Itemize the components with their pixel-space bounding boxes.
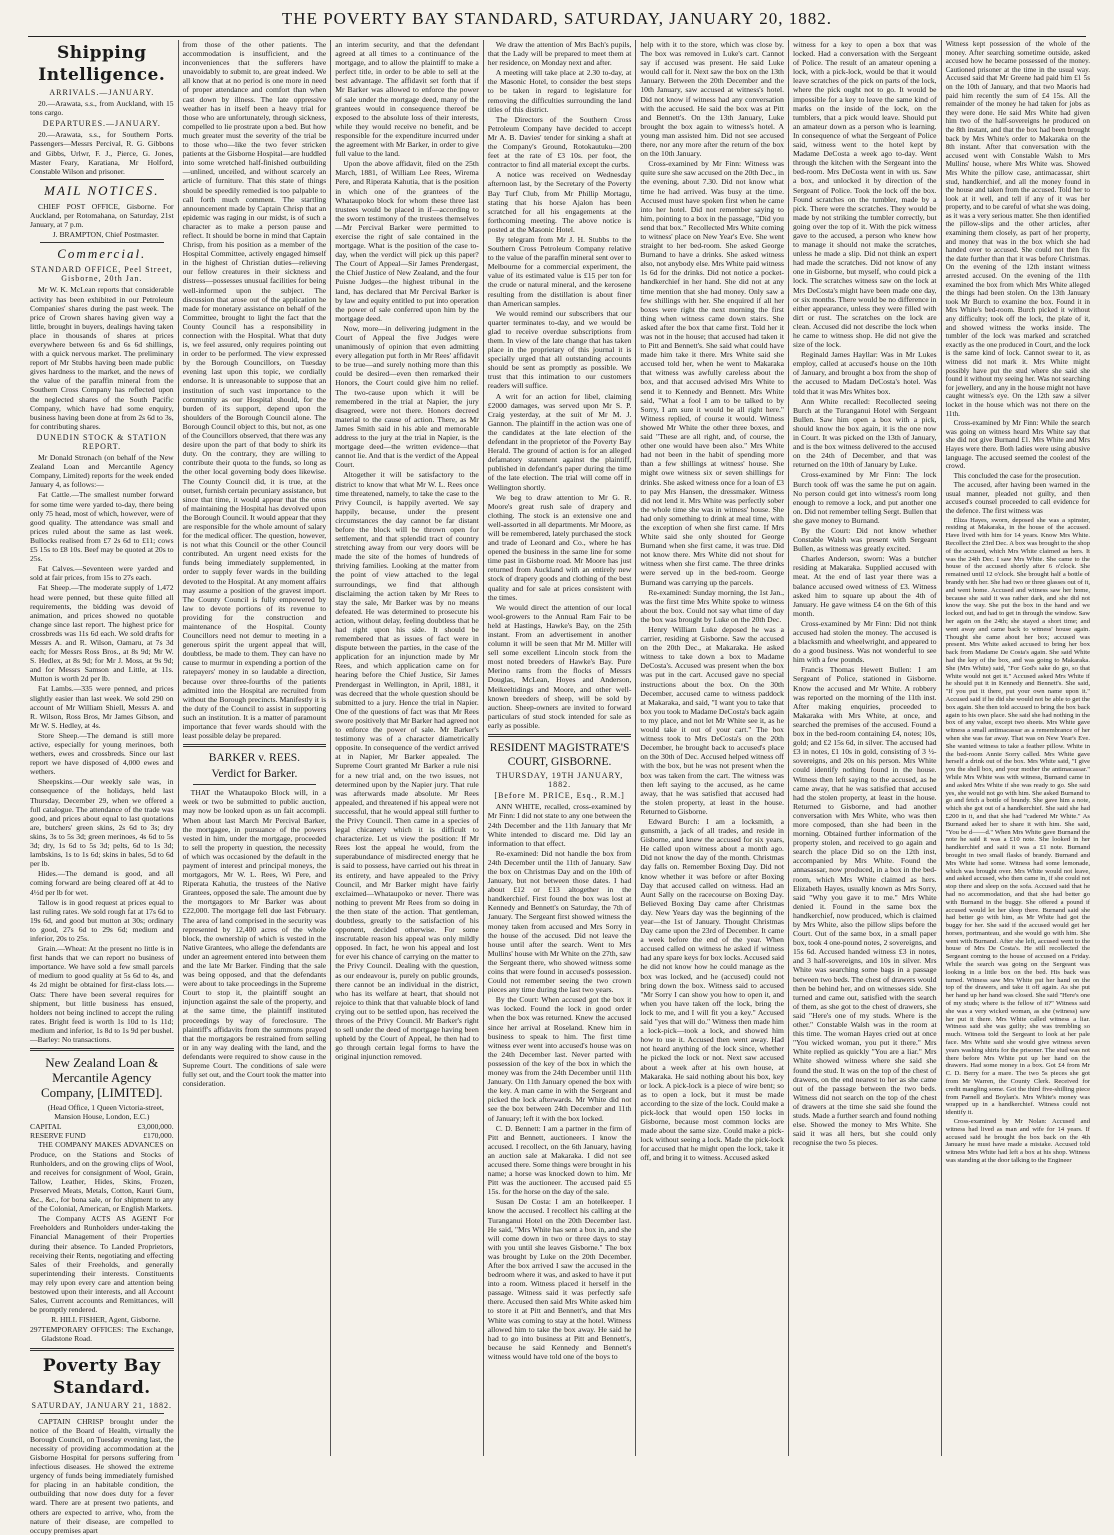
commercial-header: STANDARD OFFICE, Peel Street, Gisborne, 20th Jan.: [30, 265, 173, 284]
court-paragraph: Henry William Luke deposed he was a carrier, residing at Gisborne. Saw the accused on the 20th Dec., at Makaraka. He asked witness to take down a box to Madame DeCosta's. Accused was present when the box was put in the cart. Accused gave no special instructions about the box. On the 30th December, accused came to witness paddock at Makaraka, and said, "I want you to take that box you took to Madame DeCosta's back again to my place, and not let Mr White see it, as he would take it out of your cart." The box witness took to Mrs DeCosta's on the 20th December, he brought back to accused's place on the 30th of Dec. Accused helped witness off with the box, but he was not present when the box was taken from the cart. The witness was then left saying to the accused, as he came away, that he was satisfied that accused had the stolen property, at least in the house. Returned to Gisborne.: [640, 625, 784, 816]
ad-number: 297: [30, 1325, 42, 1335]
fat-calves-text: Fat Calves.—Seventeen were yarded and sold at fair prices, from 15s to 27s each.: [30, 564, 174, 583]
court-paragraph: Ann White recalled: Recollected seeing Burch at the Turanganui Hotel with Sergeant Bullen. Saw him open a box with a pick, should know the box again, it is the one now in Court. It was picked on the 13th of January, and is the box witness delivered to the accused on the 24th of December, and that was returned on the 10th of January by Luke.: [792, 396, 937, 470]
divider: [183, 744, 327, 747]
local-news-item: The Directors of the Southern Cross Petroleum Company have decided to accept Mr A. B. Davies' tender for sinking a shaft at the Company's Ground, Rotokautuku—200 feet at the rate of £3 10s. per foot, the contractor to find all material except the curbs.: [487, 114, 632, 170]
shipping-title: Shipping Intelligence.: [38, 43, 166, 85]
court-paragraph: Witness kept possession of the whole of the money. After searching sometime outside, asked accused how he became possessed of the money. Cautioned prisoner at the time in the usual way. Accused said that Mr Greene had paid him £1 5s on the 10th of January, and that two Maoris had paid him recently the sum of £4 15s. All the remainder of the money he had taken for jobs as they were done. He said Mrs White had given him two of the half-sovereigns he produced on the 8th instant, and that the box had been brought back by Mrs White's order to Makaraka on the 8th instant. After that conversation with the accused went with Constable Walsh to Mrs Mullins' house, where Mrs White was. Showed Mrs White the pillow case, antimacassar, shirt stud, handkerchief, and all the money found in the house and taken from the accused. Told her to look at it well, and tell if any of it was her property, and to be careful of what she was doing, as it was a very serious matter. She then identified the pillow-slips and the other articles, after examining them closely, as part of her property, and money that was in the box which she had handed over to accused. She could not then fix the date further than that it was before Christmas. On the evening of the 12th instant witness arrested accused. On the evening of the 11th examined the box from which Mrs White alleged the things had been stolen. On the 13th January took Mr Burch to examine the box. Found it in Mrs White's bed-room. Burch picked it without any difficulty; took off the lock, the plate of it, and showed witness the works inside. The tumbler of the lock was marked and scratched exactly as the one produced in Court, and the lock is the same kind of lock. Cannot swear to it, as witness did not mark it. Mrs White might possibly have put the stud where she said she found it without my seeing her. Was not searching for jewellery, and any in the house might not have caught witness's eye. On the 12th saw a silver locket in the house which was not there on the 11th.: [945, 40, 1090, 418]
reserve-value: £170,000.: [143, 1131, 174, 1141]
column-5: [636, 40, 789, 1456]
mail-signature: J. BRAMPTON, Chief Postmaster.: [52, 230, 159, 240]
commercial-text: Mr W. K. McLean reports that considerable activity has been exhibited in our Petroleum Companies' shares during the past week. The price of Crown shares having given way a little, brought in buyers, dealings having taken place in thousands of shares at prices everywhere between 6s and 6s 6d shillings, with a quick nervous market. The preliminary report of Mr Stubbs having been made public gives hardness to the market, and the news of the value of the paraffin mineral from the Southern Cross Company has reflected upon the neglected shares of the South Pacific Company, which have had some enquiry, business having been done at from 2s 6d to 3s, for contributing shares.: [30, 285, 174, 431]
court-paragraph: By the Court: When accused got the box it was locked. Found the lock in good order when the box was returned. Knew the accused since her arrival at Roseland. Knew him in business to speak to him. The first time witness ever went into accused's house was on the 24th December last. Never parted with possession of the key of the box in which the money was from the 24th December until 11th January. On 11th January opened the box with the key. A man came in with the Sergeant and picked the lock afterwards. Mr White did not see the box between 24th December and 11th of January; left it with the box locked.: [487, 995, 632, 1123]
nz-loan-office: (Head Office, 1 Queen Victoria-street, Mansion House, London, E.C.): [47, 1103, 164, 1122]
commercial-title: Commercial.: [57, 246, 147, 262]
standard-date: SATURDAY, JANUARY 21, 1882.: [31, 1400, 173, 1410]
divider: [488, 734, 632, 737]
divider: [30, 1048, 174, 1051]
dunedin-text: Mr Donald Stronach (on behalf of the New Zealand Loan and Mercantile Agency Company, Limited) reports for the week ended January 4, as follows:—: [30, 453, 174, 490]
barker-paragraph: Upon the above affidavit, filed on the 25th March, 1881, of William Lee Rees, Wirema Pere, and Riperata Kahutia, that is the position in which one of the grantees of the Whataupoko block for whom these three last trustees would be placed in if—according to the sworn testimony of the trustees themselves—Mr Percival Barker were permitted to exercise the right of sale contained in the mortgage. What is the position of the case to-day, when the verdict will pick up this paper? The Court of Appeal—Sir James Prendergast, the Chief Justice of New Zealand, and the four Puisne Judges—the highest tribunal in the land, has declared that Mr Percival Barker is by law and equity entitled to put into operation the power of sale conferred upon him by the mortgage deed.: [335, 159, 479, 323]
barker-text: THAT the Whataupoko Block will, in a week or two be submitted to public auction, may now be looked upon as un fait accompli. When about last March Mr Percival Barker, the mortgagee, in pursuance of the powers vested in him, under the mortgage, proceeded to sell the property in question, the necessity of which was occasioned by the default in the payment of interest and principal moneys, the mortgagors, Mr W. L. Rees, Wi Pere, and Riperata Kahutia, the trustees of the Native Grantees, opposed the sale. The amount due by the mortgagors to Mr Barker was about £22,000. The mortgage fell due last February. The area of land comprised in the security was represented by 12,400 acres of the whole block, the ownership of which is vested in the Native Grantees, who allege the defendants are under an agreement entered into between them and the late Mr Barker. Finding that the sale was being opposed, and that the defendants were about to take proceedings in the Supreme Court to stop it, the plaintiff sought an injunction against the sale of the property, and at the same time, the plaintiff instituted proceedings by way of foreclosure. The plaintiff's affidavits from the summons prayed that the mortgagors be restrained from selling or in any way dealing with the land, and the defendants were required to show cause in the Supreme Court. The conditions of sale were fully set out, and the Court took the matter into consideration.: [182, 788, 327, 1089]
barker-title: BARKER v. REES.: [208, 752, 301, 765]
divider: [40, 1413, 164, 1414]
mail-text: CHIEF POST OFFICE, Gisborne. For Auckland, per Rotomahana, on Saturday, 21st January, at 7 p.m.: [30, 201, 174, 230]
local-news-item: A notice was received on Wednesday afternoon last, by the Secretary of the Poverty Bay Turf Club, from Mr Phillip Mortagu, stating that his horse Ajalon has been scratched for all his engagements at the forthcoming meeting. The above notice is posted at the Masonic Hotel.: [487, 170, 632, 234]
local-news-item: A meeting will take place at 2.30 to-day, at the Masonic Hotel, to consider the best steps to be taken in regard to legislature for removing the difficulties surrounding the land titles of this district.: [487, 68, 632, 114]
local-news-item: We would direct the attention of our local wool-growers to the Annual Ram Fair to be held at Hastings, Hawke's Bay, on the 25th instant. From an advertisement in another column it will be seen that Mr M. Miller will sell some excellent Lincoln stock from the most noted breeders of Hawke's Bay. Pure Merino rams from the flocks of Messrs Douglas, McLean, Hoyes and Anderson, Meikeeltidings and Moore, and other well-known breeders of sheep, will be sold by auction. Sheep-owners are invited to forward particulars of stud stock intended for sale as early as possible.: [487, 602, 632, 730]
barker-paragraph: Altogether it will be satisfactory to the district to know that what Mr W. L. Rees once time threatened, namely, to take the case to the Privy Council, is happily averted. We say happily, because, under the present circumstances the day cannot be far distant before the block will be thrown open for settlement, and that splendid tract of country stretching away from our very doors will be made the site of the homes of hundreds of thriving families. Looking at the matter from the point of view attached to the legal surroundings, we find that although disclaiming the action taken by Mr Rees to stay the sale, Mr Barker was by no means defeated. He was determined to prosecute his action, without delay, feeling doubtless that he had right upon his side. It should be remembered that as issues of fact were in dispute between the parties, in the case of the application for an injunction made by Mr Rees, and which application came on for hearing before the Chief Justice, Sir James Prendergast in Wellington, in April, 1881, it was decreed that the whole question should be submitted to a jury. Hence the trial in Napier. One of the questions of fact was that Mr Rees swore positively that Mr Barker had agreed not to enforce the power of sale. Mr Barker's testimony was of a character diametrically opposite. In consequence of the verdict arrived at in Napier, Mr Barker appealed. The Supreme Court granted Mr Barker a rule nisi for a new trial and, on the two issues, not determined upon by the Napier jury. That rule was afterwards made absolute. Mr Rees appealed, and threatened if his appeal were not successful, that he would appeal still further to the Privy Council. Then came in a species of legal chicanery which it is difficult to characterize. Let us view the position: If Mr Rees lost the appeal he would, from the superabundance of misdirected energy that he is said to possess, have carried out his threat in its entirety, and have appealed to the Privy Council, and Mr Barker might have fairly exclaimed—Whataupoko or never. There was nothing to prevent Mr Rees from so doing in the then state of the action. That gentleman, doubtless, greatly to the satisfaction of his opponent, decided otherwise. For some inscrutable reason his appeal was only mildly opposed. In fact, he won his appeal and lost for ever his chance of carrying on the matter to the Privy Council. Dealing with the question, as our endeavour is, purely on public grounds, there cannot be an individual in the district, who has its welfare at heart, that should not rejoice to think that that valuable block of land crying out to be settled upon, has received the throes of the Privy Council. Mr Barker's right to sell under the deed of mortgage having been upheld by the Court of Appeal, he then had to go through certain legal forms to have the original injunction removed.: [335, 470, 479, 1062]
rm-court-date: THURSDAY, 19TH JANUARY, 1882.: [495, 771, 624, 790]
newspaper-columns: [26, 40, 1094, 1535]
rm-court-before: [Before M. PRICE, Esq., R.M.]: [494, 791, 625, 801]
local-news-item: By telegram from Mr J. H. Stubbs to the Southern Cross Petroleum Company relative to the value of the paraffin mineral sent over to Melbourne for a commercial experiment, the value of its estimated value is £15 per ton for the crude or natural mineral, and the kerosene resulting from the distillation is about finer than American samples.: [487, 234, 632, 308]
tallow-text: Tallow is in good request at prices equal to last ruling rates. We sold rough fat at 17s 6d to 19s 6d, and good but mutton at 30s; ordinary to good, 27s 6d to 29s 6d; medium and inferior, 20s to 25s.: [30, 897, 174, 943]
court-paragraph: Reginald James Hayllar: Was in Mr Lukes employ, called at accused's house on the 10th of January, and brought a box from the shop of the accused to Madam DeCosta's hotel. Was told that it was Mrs Whites box.: [792, 350, 937, 396]
reserve-row: [30, 1131, 174, 1140]
grain-text: Grain.—Wheat: At the present no little is in first hands that we can report no business of importance. We have sold a few small parcels of medium to good quality at 5s 6d to 4s, and 4s 2d might be obtained for first-class lots.—Oats: There have been several requires for shipment, but little business has ensued, holders not being inclined to accept the ruling rates. Bright feed is worth 1s 10d to 1s 11d; medium and inferior, 1s 8d to 1s 9d per bushel.—Barley: No transactions.: [30, 944, 174, 1044]
local-news-item: We draw the attention of Mrs Bach's pupils, that the Lady will be prepared to meet them at her residence, on Monday next and after.: [487, 40, 632, 68]
barker-subtitle: Verdict for Barker.: [211, 768, 298, 781]
agent-text: The Company ACTS AS AGENT For Freeholders and Runholders under-taking the Financial Management of their Properties during their absence. To Landed Proprietors, receiving their Rents, negotiating and effecting Sales of their Freeholds, and generally superintending their interests. Constituents may rely upon every care and attention being bestowed upon their interests, and all Account Sales, Current accounts and Remittances, will be promptly rendered.: [30, 1214, 174, 1315]
arrivals-header: ARRIVALS.—JANUARY.: [49, 88, 155, 97]
column-3: [331, 40, 484, 1456]
court-paragraph: witness for a key to open a box that was locked. Had a conversation with the Sergeant of Police. The result of an amateur opening a lock, with a pick-lock, would be that it would leave scratches of the pick on parts of the lock, where the pick ought not to go. It would be impossible for a key to leave the same kind of marks on the inside of the lock, on the tumblers, that a pick would leave. Should put an amateur down as a person who is learning. In consequence of what the Sergeant of Police said, witness went to the hotel kept by Madame DeCosta a week ago to-day. Went through the kitchen with the Sergeant into the bed-room. Mrs DeCosta went in with us. Saw a box, and unlocked it by direction of the Sergeant of Police. Took the lock off the box. Found scratches on the tumbler, made by a pick. There were the scratches. They would be made by not striking the tumbler correctly, but going over the top of it. With the pick witness gave to the accused, a person who knew how to manage it should not make the scratches, unless he made a slip. Did not think an expert had made the scratches. Did not know of any one in Gisborne, but myself, who could pick a lock. The scratches witness saw on the lock at Mrs DeCosta's might have been made one day, or six months. There would be no difference in either appearance, unless they were filled with dirt or rust. The scratches on the lock are clean. Accused did not describe the lock when he came to witness shop. He did not give the size of the lock.: [792, 40, 937, 350]
court-paragraph: Eliza Hayes, sworn, deposed she was a spinster, residing at Makaraka, in the house of the accused. Have lived with him for 14 years. Know Mrs White. Recollect the 23rd Dec. A box was brought to the shop of the accused, which Mrs White claimed as hers. It was the 24th Dec. I saw Mrs White. She came to the house of the accused shortly after 6 o'clock. She remained until 12 o'clock. She brought half a bottle of brandy with her. She had two or three glasses out of it, and went home. Accused and witness saw her home, because she said it was rather dark, and she did not know the way. She put the box in the hand and we locked out, and had to get in through the window. Saw her again on the 24th; she stayed a short time; and went away and came back to witness' house again. Thought she came about her box; accused was present. Mrs White asked accused to bring her box back from Madame De Costa's again. She said White had the key of the box, and was going to Makaraka. She (Mrs White) said, "For God's sake do go, so that White would not get it." Accused asked Mrs White if he should put it in Kennedy and Bennett's. She said, "If you put it there, put your own name upon it." Accused said if he did she would not be able to get the box again. She then told accused to bring the box back again to his own place. She said she had nothing in the box of any value, except two sheets. Mrs White gave witness a small antimacassar as a remembrance of her when she was far away. That was on New Year's Eve. She wanted witness to take a feather pillow. White in the bed-room Annie Sorry called. Mrs White gave herself a drink out of the box. Mrs White said, "I give you the shell box, and your mother the antimacassar." While Mrs White was with witness, Burnand came in and asked Mrs White if she was ready to go. She said yes, she would not go with him. She asked Burnand to go and fetch a bottle of brandy. She gave him a note, which she got out of a handkerchief. She said she had £200 in it, and that she had "cadered Mr White." As Burnand asked her to share it with him. She said, "You be d——d." When Mrs White gave Burnand the note he said it was a £10 note. She looked in her handkerchief and said it was a £1 note. Burnand brought in two small flasks of brandy. Burnand and Mrs White had some. Witness had some lemonade, which was brought over. Mrs White would not leave, and asked accused, who then came in, if she could not stop there and sleep on the sofa. Accused said that he had no accommodation, and that she had better go with Burnand in the buggy. She offered a pound if accused would let her sleep there. Burnand said she had better go with him, as Mr White had got the buggy for her. She said if the accused would get her horses, portmanteau, and she would go with him. She went with Burnand. After she left, accused went to the house of Mrs De Costa's. He still recollected the Sergeant coming to the house of accused on a Friday. While the search was going on the Sergeant was looking in a little box on the bed. His back was turned. Witness saw Mrs White put her hand on the top of the drawers, and take it off again. As she put her hand up her hand was closed. She said "Here's one of my studs; where is the fellow of it?" Witness said she was a very wicked woman, as she (witness) saw her put it there. Mrs White called witness a liar. Witness said she was guilty; she was trembling so much. Witness told the Sergeant to look at her pale face. Mrs White said she would give witness seven years washing shirts for the prisoner. The stud was not there before Mrs White put up her hand on the drawers. Had some money in a box. Got £4 from Mr C. D. Berry for a mare. The two 5s pieces she got from Mr Warren, the County Clerk. Received for credit mangling some. Got the third five-shilling piece from Parnell and Boylan's. Mrs White's money was wrapped up in a handkerchief. Witness could not identify it.: [945, 516, 1090, 1117]
court-paragraph: By the Court: Did not know whether Constable Walsh was present with Sergeant Bullen, as witness was greatly excited.: [792, 525, 937, 554]
column-6: [789, 40, 942, 1456]
company-text: THE COMPANY MAKES ADVANCES on Produce, on the Stations and Stocks of Runholders, and on the growing clips of Wool, and receives for consignment of Wool, Grain, Tallow, Leather, Hides, Skins, Frozen, Preserved Meats, Metals, Cotton, Kauri Gum, &c., &c., for bona sale, or for shipment to any of the Colonial, American, or English Markets.: [30, 1140, 174, 1214]
local-news-item: We would remind our subscribers that our quarter terminates to-day, and we would be glad to receive overdue subscriptions from them. In view of the late change that has taken place in the proprietary of this journal it is specially urged that all outstanding accounts should be sent as promptly as possible. We trust that this intimation to our customers readers will suffice.: [487, 308, 632, 391]
leader-text: CAPTAIN CHRISP brought under the notice of the Board of Health, virtually the Borough Council, on Tuesday evening last, the necessity of providing accommodation at the Gisborne Hospital for persons suffering from infectious diseases. He showed the extreme urgency of funds being immediately furnished for placing in an habitable condition, the outbuilding that now does duty for a fever ward. There are at present two patients, and others are expected to arrive, who, from the nature of their disease, are compelled to occupy premises apart: [30, 1416, 174, 1535]
column-2: [179, 40, 332, 1456]
departures-header: DEPARTURES.—JANUARY.: [42, 119, 161, 129]
court-paragraph: The accused, after having been warned in the usual manner, pleaded not guilty, and then accused's counsel proceeded to call evidence for the defence. The first witness was: [945, 481, 1090, 516]
divider: [40, 242, 164, 243]
arrivals-text: 20.—Arawata, s.s., from Auckland, with 15 tons cargo.: [30, 99, 174, 118]
barker-paragraph: Now, more—in delivering judgment in the Court of Appeal the five Judges were unanimously of opinion that even admitting every allegation put forth in Mr Rees' affidavit to be true—and surely nothing more than this could be desired—even then remarked their Honors, the Court could give him no relief. The two-cause upon which it will be remembered in the trial at Napier, the jury disagreed, were not there. Honors decreed material to the cause of action. There, as Mr James Smith said in his able and memorable address to the jury at the trial in Napier, is the mortgage deed—the written evidence—that cannot lie. And that is the verdict of the Appeal Court.: [335, 323, 479, 470]
fat-lambs-text: Fat Lambs.—335 were penned, and prices slightly easier than last week. We sold 290 on account of Mr William Shiell, Messrs A. and R. Wilson, Ross Bros, Mr James Gibson, and Mr W. S. Hedley, at 4s.: [30, 684, 174, 730]
standard-title: Poverty Bay Standard.: [42, 1355, 161, 1398]
court-paragraph: Cross-examined by Mr Finn: The lock Burch took off was the same he put on again. No person could get into witness's room long enough to remove a lock, and put another one on. Did not remember telling Sergt. Bullen that she gave money to Burnand.: [792, 470, 937, 525]
column-4: [484, 40, 637, 1456]
column-1: [26, 40, 179, 1535]
mail-title: MAIL NOTICES.: [44, 182, 160, 198]
agent-signature: R. HILL FISHER, Agent, Gisborne.: [51, 1315, 161, 1325]
local-news-item: We beg to draw attention to Mr G. R. Moore's great rush sale of drapery and clothing. The stock is an extensive one and well-assorted in all departments. Mr Moore, as will be remembered, lately purchased the stock and trade of Leonard and Co., where he has opened the business in the same line for some time past in Gisborne road. Mr Moore has just returned from Auckland with an entirely new stock of drapery goods and clothing of the best quality and for sale at prices consistent with the times.: [487, 492, 632, 602]
court-paragraph: C. D. Bennett: I am a partner in the firm of Pitt and Bennett, auctioneers. I know the accused. I recollect, on the 6th January, having an auction sale at Makaraka. I did not see accused there. Some things were brought in his name; a horse was knocked down to him. Mr Pitt was the auctioneer. The accused paid £5 15s. for the horse on the day of the sale.: [487, 1123, 632, 1197]
court-paragraph: Cross-examined by Mr Finn: Did not think accused had stolen the money. The accused is a blacksmith and wheelwright, and appeared to do a good business. Was not wonderful to see him with a few pounds.: [792, 618, 937, 665]
court-paragraph: Re-examined: Did not handle the box from 24th December until the 11th of January. Saw the box on Christmas Day and on the 10th of January, but not between those dates. I had about £12 or £13 altogether in the handkerchief. First found the box was lost at Kennedy and Bennett's on Saturday, the 7th of January. The Sergeant first showed witness the money taken from accused and Mrs Sorry in the house of the accused. Did not leave the house until after the search. Went to Mrs Mullins' house with Mr White on the 27th, saw the Sergeant there, who showed witness some coins that were found in accused's possession. Could not remember seeing the two crown pieces any time during the last two years.: [487, 848, 632, 995]
court-paragraph: This concluded the case for the prosecution.: [953, 471, 1081, 480]
column-7: [942, 40, 1094, 1456]
reserve-label: RESERVE FUND: [30, 1131, 86, 1141]
fat-cattle-text: Fat Cattle.—The smallest number forward for some time were yarded to-day, there being only 75 head, most of which, however, were of good quality. The attendance was small and prices ruled about the same as last week. Bullocks realised from £7 2s 6d to £11; cows £5 15s to £8 10s. Beef may be quoted at 20s to 25s.: [30, 490, 174, 564]
temporary-offices: TEMPORARY OFFICES: The Exchange, Gladstone Road.: [41, 1325, 174, 1344]
court-paragraph: Edward Burch: I am a locksmith, a gunsmith, a jack of all trades, and reside in Gisborne, and knew the accused for six years, He called upon witness about a month ago. Did not know the day of the month. Christmas day falls on. Remember Boxing Day. Did not know whether it was before or after Boxing Day that accused called on witness. Had an Aunt Sally on the racecourse on Boxing Day. Believed Boxing Day came after Christmas day. New Years day was the beginning of the year—the 1st of January. Thought Christmas Day came upon the 23rd of December. It came a week before the end of the year. When accused called on witness he asked if witness had any spare keys for box locks. Accused said he did not know how he could manage as the box was locked, and he (accused) could not bring down the box. Witness said to accused "Mr Sorry I can show you how to open it, and when you have taken off the lock, bring the lock to me, and I will fit you a key." Accused said "yes that will do." Witness then made him a lock-pick—took a lock, and showed him how to use it. Accused then went away. Had not heard anything of the lock since, whether he picked the lock or not. Next saw accused about a week after at his own house, at Makaraka. He said nothing about his box, key or lock. A pick-lock is a piece of wire bent; so as to open a lock, but it must be made according to the size of the lock. Could make a pick-lock that would open 150 locks in Gisborne, because most common locks are made about the same size. Could make a pick-lock without seeing a lock. Made the pick-lock for accused that he might open the lock, take it off, and bring it to witness. Accused asked: [640, 816, 784, 1163]
divider: [40, 179, 164, 180]
divider: [193, 784, 317, 785]
offices-row: [30, 1325, 174, 1343]
court-paragraph: Re-examined: Sunday morning, the 1st Jan., was the first time Mrs White spoke to witness about the box. Could not say what time of day the box was brought by Luke on the 20th Dec.: [640, 587, 784, 624]
hides-text: Hides.—The demand is good, and all coming forward are being cleared off at 4d to 4½d per lb for wet.: [30, 869, 174, 897]
masthead-rule: [28, 36, 1086, 37]
court-paragraph: Charles Anderson, sworn: Was a butcher residing at Makaraka. Supplied accused with meat. At the end of last year there was a balance accused owed witness of £3. Witness asked him to square up about the 4th of January. He gave witness £4 on the 6th of this month.: [792, 554, 937, 618]
capital-value: £3,000,000.: [137, 1122, 174, 1132]
departures-text: 20.—Arawata, s.s., for Southern Ports. Passengers—Messrs Percival, R. G. Gibbons and Gibbs, Urlwr, F. J., Pierce, G. Jones, Master Feary, Karatiana, Mr Holford, Constable Wilson and prisoner.: [30, 130, 174, 176]
nz-loan-title: New Zealand Loan & Mercantile Agency Company, [LIMITED].: [41, 1055, 163, 1101]
capital-row: [30, 1122, 174, 1131]
store-sheep-text: Store Sheep.—The demand is still more active, especially for young merinoes, both wethers, ewes and crossbreds. Since our last report we have disposed of 4,000 ewes and wethers.: [30, 730, 174, 777]
court-paragraph: Cross-examined by Mr Nolan: Accused and witness had lived as man and wife for 14 years. If accused said he brought the box back on the 4th January he must have made a mistake. Accused told witness Mrs White had left a box at his shop. Witness was standing at the door talking to the Engineer: [945, 1118, 1090, 1164]
court-paragraph: Susan De Costa: I am an hotelkeeper. I know the accused. I recollect his calling at the Turanganui Hotel on the 20th December last. He said, "Mrs White has sent a box in, and she will come down in two or three days to stay with you until she leaves Gisborne." The box was brought by Luke on the 20th December. After the box arrived I saw the accused in the bedroom where it was, and asked to have it put into a room. Witness placed it herself in the passage. Witness said it was perfectly safe there. Accused then said Mrs White asked him to store it at Pitt and Bennett's, and that Mrs White was coming to stay at the hotel. Witness allowed him to take the box away. He said he had to go into business at Pitt and Bennett's, because he said Kennedy and Bennett's witness would have told one of the boys to: [487, 1197, 632, 1361]
court-paragraph: Cross-examined by Mr Finn: While the search was going on witness heard Mrs White say that she did not give Burnand £1. Mrs White and Mrs Hayes were there. Both ladies were using abusive language. The accused seemed the coolest of the crowd.: [945, 419, 1090, 471]
capital-label: CAPITAL: [30, 1122, 62, 1132]
local-news-item: A writ for an action for libel, claiming £2000 damages, was served upon Mr S. P. Craig yesterday, at the suit of Mr M. J. Gannon. The plaintiff in the action was one of the candidates at the late election of the defendant in the proprietor of the Poverty Bay Herald. The ground of action is for an alleged defamatory statement against the plaintiff, published in defendant's paper during the time of the late election. The trial will come off in Wellington shortly.: [487, 391, 632, 492]
divider: [30, 1348, 174, 1351]
sheepskins-text: Sheepskins.—Our weekly sale was, in consequence of the holidays, held last Thursday, December 29, when we offered a full catalogue. The attendance of the trade was good, and prices about equal to last quotations are, butchers' green skins, 2s 6d to 3s; dry skins, 3s to 5s 3d; green merinoes, 4s 6d to 5s 3d; dry, 1s 6d to 5s 3d; pelts, 6d to 1s 3d; lambskins, 1s to 1s 6d; skins in bales, 5d to 6d per lb.: [30, 777, 174, 869]
court-paragraph: ANN WHITE, recalled, cross-examined by Mr Finn: I did not state to any one between the 24th December and the 11th January that Mr White intended to discard me. Did lay an information to that effect.: [487, 802, 632, 848]
dunedin-title: DUNEDIN STOCK & STATION REPORT.: [36, 432, 168, 451]
masthead: THE POVERTY BAY STANDARD, SATURDAY, JANUARY 20, 1882.: [281, 9, 833, 28]
rm-court-title: RESIDENT MAGISTRATE'S COURT, GISBORNE.: [489, 742, 630, 769]
barker-continued: an interim security, and that the defendant agreed at all times to a continuance of the mortgage, and to allow the plaintiff to make a perfect title, in order to be able to sell at the best advantage. The affidavit set forth that if Mr Barker was allowed to enforce the power of sale under the mortgage deed, many of the grantees would in consequence thereof be exposed to the absolute loss of their interests, while they would receive no benefit, and be responsible for the expenditure incurred under the agreement with Mr Barker, in order to give full value to the land.: [335, 40, 479, 159]
court-paragraph: Francis Thomas Hewett Bullen: I am Sergeant of Police, stationed in Gisborne. Know the accused and Mr White. A robbery was reported on the morning of the 11th inst. After making enquiries, proceeded to Makaraka with Mrs White, at once, and searched the premises of the accused. Found a box in the bed-room containing £4, notes; 10s, gold; and £2 15s 6d, in silver. The accused had £3 in notes, £1 10s in gold, consisting of 3 ½-sovereigns, and 20s on his person. Mrs White could identify nothing found in the house. Witness then left saying to the accused, as he came away, that he was satisfied that accused had the stolen property, at least in the house. Returned to Gisborne, and had another conversation with Mrs White, who was then more composed, than she had been in the morning. Obtained further information of the property stolen, and received to go again and search the place Did so on the 12th inst, accompanied by Mrs White. Found the annasassar, now produced, in a box in the bed-room, which Mrs White claimed as hers. Elizabeth Hayes, usually known as Mrs Sorry, said "Why you gave it to me." Mrs White denied it. Found in the same box the handkerchief, now produced, which is claimed by Mrs White, also the pillow slips before the Court. Out of the same box, in a small paper box, took 4 one-pound notes, 2 sovereigns, and 15s 6d. Accused handed witness £3 in notes, and 3 half-sovereigns, and 10s in silver. Mrs White was searching some bags in a passage between two beds. The chest of drawers would then be behind her, and on witnesses side. She turned and came out, satisfied with the search of them, as she got to the chest of drawers, she said "Here's one of my studs. Where is the other." Constable Walsh was in the room at this time. The woman Hayes cried out at once "You wicked woman, you put it there." Mrs White replied as quickly "You are a liar." Mrs White showed witness where she said she found the stud. It was on the top of the chest of drawers, on the end nearest to her as she came out of the passage between the two beds. Witness did not search on the top of the chest of drawers at the time she said she found the studs. Made a further search and found nothing else. Showed the money to Mrs White. She said it was all hers, but she could only recognise the two 5s pieces.: [792, 665, 937, 1148]
court-paragraph: help with it to the store, which was close by. The box was removed in Luke's cart. Cannot say if accused was present. He said Luke would call for it. Next saw the box on the 13th January. Between the 20th December and the 10th January, saw accused at witness's hotel. Did not know if witness had any conversation with the accused. He said the box was at Pitt and Bennett's. On the 13th January, Luke brought the box again to witness's hotel. A young man assisted him. Did not see accused there, nor any more after the return of the box on the 10th January.: [640, 40, 784, 159]
fat-sheep-text: Fat Sheep.—The moderate supply of 1,472 head were penned, but these quite filled all requirements, the bidding was devoid of animation, and prices showed no quotable change since last report. The highest price for crossbreds was 11s 6d each. We sold drafts for Messrs A. and R. Wilson, Oamaru, at 7s 3d each; for Messrs Ross Bros., at 8s 9d; Mr W. S. Hedlex, at 8s 9d; for Mr J. Moss, at 9s 9d; and for Messrs Samson and Little, at 11s. Mutton is worth 2d per lb.: [30, 583, 174, 684]
leader-continued: from those of the other patients. The accommodation is insufficient, and the inconveniences that the sufferers have unavoidably to submit to, are great indeed. We all know that at no period is one more in need of proper attendance and comfort than when cast down by illness. The late oppressive weather has in itself been a heavy trial for those who are unfortunately, through sickness, compelled to lie prostrate upon a bed. But how much greater must the severity of the trial be to those who—like the two fever stricken patients at the Gisborne Hospital—are huddled into some wretched half-finished outbuilding—unlined, unceiled, and without scarcely an article of furniture. That this state of things should be speedily remedied is too palpable to call forth much comment. The startling announcement made by Captain Chrisp that an epidemic was raging in our midst, is of such a character as to make a person pause and reflect. It should be borne in mind that Captain Chrisp, from his position as a member of the Hospital Committee, actively engaged himself in the highest of Christian duties—relieving our fellow creatures in their sickness and distress—possesses unusual facilities for being well-informed upon the subject. The discussion that arose out of the application he made for monetary assistance on behalf of the Committee, brought to light the fact that the County Council has a responsibility in connection with the Hospital. What that duty is, we feel assured, only requires pointing out in order to be performed. The view expressed by the Borough Councillors, on Tuesday evening last upon this topic, we cordially endorse. It is unreasonable to suppose that an institution of such vast importance to the community as our Hospital should, for the burden of its support, depend upon the shoulders of the Borough Council alone. The Borough Council object to this, but not, as one of the Councillors observed, that there was any desire upon the part of that body to shirk its duty. On the contrary, they are willing to contribute their quota to the funds, so long as the other local governing body does likewise. The County Council did, it is true, at the outset, furnish certain pecuniary assistance, but since that time, it would appear that the onus of maintaining the Hospital has devolved upon the Borough Council. It would appear that they are responsible for the whole amount of salary for the medical officer. The question, however, is not what this Council or the other Council contributed. An urgent need exists for the funds being immediately supplemented, in order to supply fever wards in the building devoted to the Hospital. At any moment affairs may assume a position of the gravest import. The County Council is fully empowered by law to devote portions of its revenue to providing for the construction and maintenance of the Hospital. County Councillors need not demur to meeting in a generous spirit the urgent appeal that will, doubtless, be made to them. They can have no cause to murmur in expending a portion of the ratepayers' money in so laudable a direction, because over three-fourths of the patients admitted into the Hospital are recruited from without the Borough precincts. Manifestly it is the duty of the Council to assist in supporting such an institution. It is a matter of paramount importance that fever wards should with the least possible delay be prepared.: [182, 40, 327, 741]
court-paragraph: Cross-examined by Mr Finn: Witness was quite sure she saw accused on the 20th Dec., in the evening, about 7.30. Did not know what time he had arrived. Was busy at the time. Accused must have spoken first when he came into her hotel. Did not remember saying to him, pointing to a box in the passage, "Did you send that box." Recollected Mrs White coming to witness' place on New Year's Eve. She went straight to her bed-room. She asked George Burnand to have a drinks. She asked witness also, not anybody else. Mrs White paid witness 1s 6d for the drinks. Did not notice a pocket-handkerchief in her hand. She did not at any time mention that she had money. Only saw a few shillings with her. She enquired if all her boxes were right the next morning the first thing when witness came down stairs. She asked after the box that came first. Told her it was not in the house; that accused had taken it to Pitt and Bennett's. She said what could have made him take it there. Mrs White said she accused told her, when he went to Makaraka that witness was awfully careless about the box, and that accused advised Mrs White to send it to Kennedy and Bennett. Mrs White said, "What a fool I am to be talked to by Sorry, I am sure it would be all right here." Witness replied, of course it would. Witness showed Mr White the other three boxes, and said "These are all right, and, of course, the other one would have been also." Mrs White had not been in the habit of spending more than a few shillings at witness' house. She might owe witness six or seven shillings for drinks. She asked witness once for a loan of £3 to pay Mrs Hansen, the dressmaker. Witness did not lend it. Mrs White was perfectly sober the whole time she was in witness' house. She had only something to drink at meal time, with the exception of when she first came. If Mrs White said she only shouted for George Burnand when she first came, it was true. Did not know there. Mrs White did not shout for witness when she first came. The three drinks were served up in the bed-room. George Burnand was carrying up the parcels.: [640, 159, 784, 587]
